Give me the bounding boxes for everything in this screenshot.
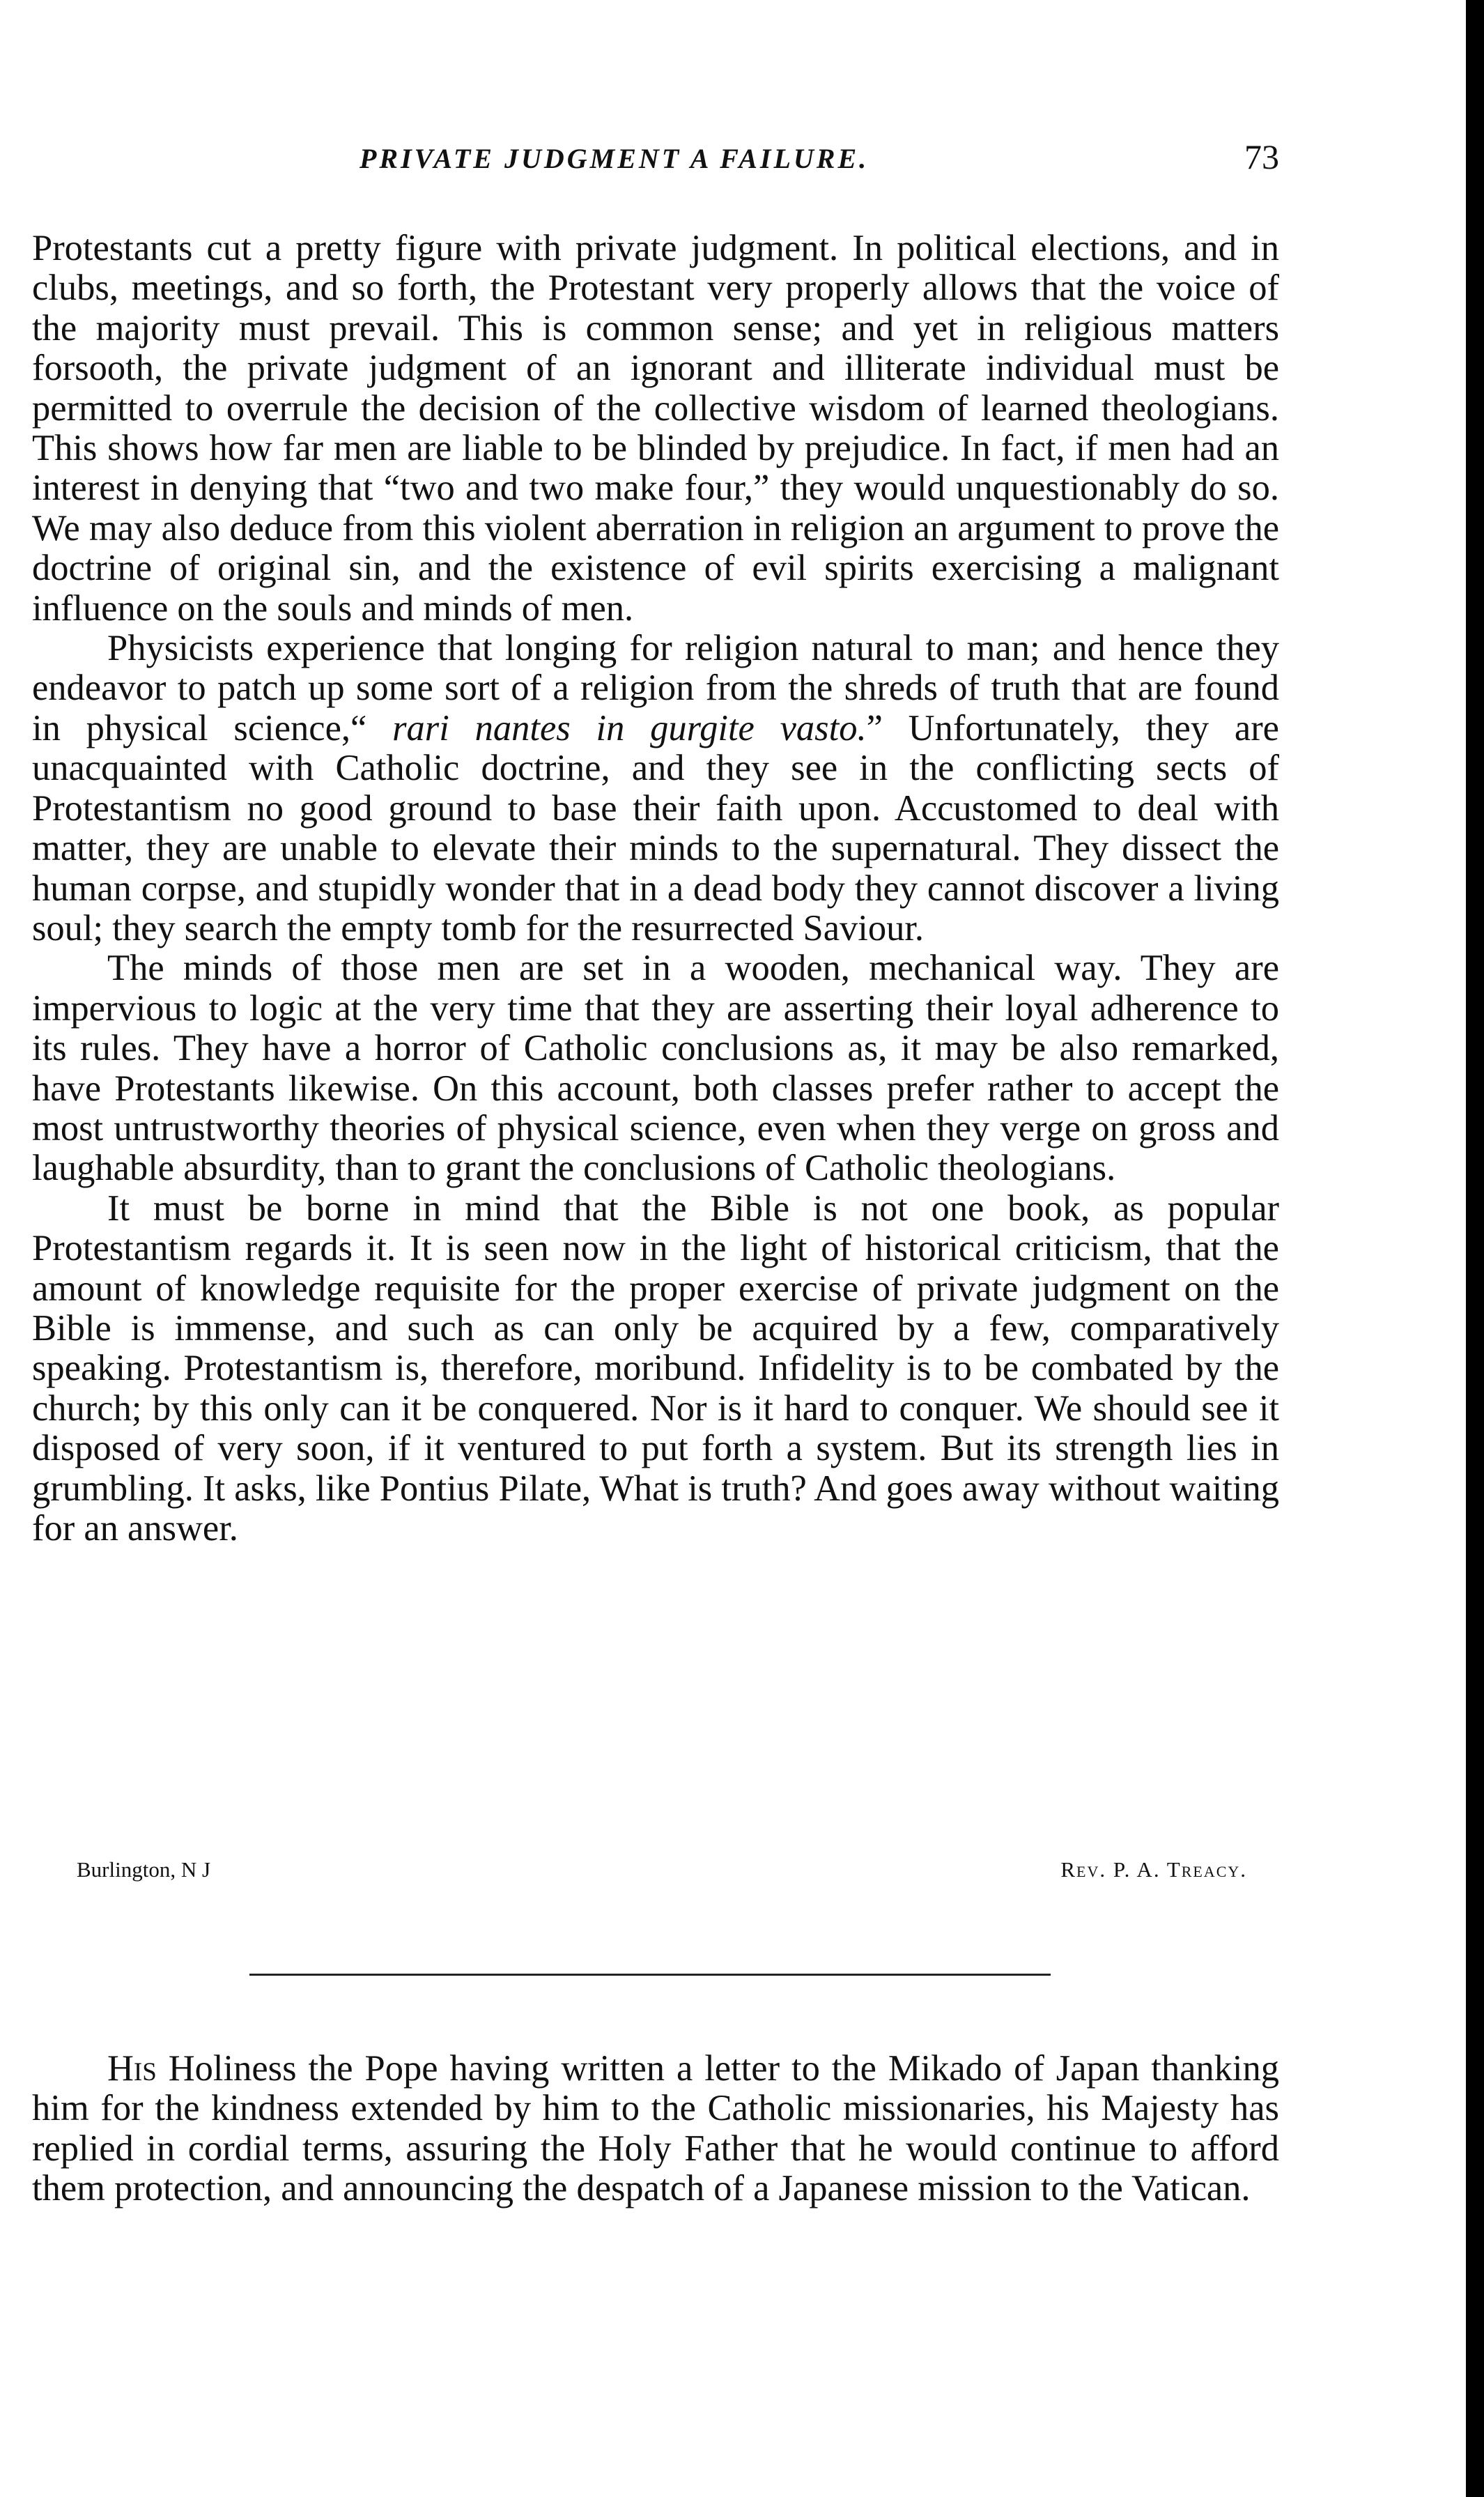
physicists-text-after: ” Unfortunately, they are unacquainted with Catholic doctrine, and they see in the conflicting sects of Protestantism no good ground to base their faith upon. Accustomed to deal with matter, they are unable to elevate their minds to the supernatural. They dissect the human corpse, and stupidly wonder that in a dead body they cannot discover a living soul; they search the empty tomb for the resurrected Saviour. [32,707,1279,948]
scan-edge-shadow [1466,0,1484,2497]
notice-text: Holiness the Pope having written a letter to the Mikado of Japan thanking him for the kindness extended by him to the Catholic missionaries, his Majesty has replied in cordial terms, assuring the Holy Father that he would continue to afford them protection, and announcing the despatch of a Japanese mission to the Vatican. [32,2048,1279,2209]
paragraph-private-judgment: Protestants cut a pretty figure with private judgment. In political elections, and in clubs, meetings, and so forth, the Protestant very properly allows that the voice of the majority must prevail. This is common sense; and yet in religious matters forsooth, the private judgment of an ignorant and illiterate individual must be permitted to overrule the decision of the collective wisdom of learned theologians. This shows how far men are liable to be blinded by prejudice. In fact, if men had an interest in denying that “two and two make four,” they would unquestionably do so. We may also deduce from this violent aberration in religion an argument to prove the doctrine of original sin, and the existence of evil spirits exercising a malignant influence on the souls and minds of men. [32,228,1279,629]
book-page [32,0,1279,2497]
physicists-text-before: Physicists experience that longing for religion natural to man; and hence they endeavor to patch up some sort of a religion from the shreds of truth that are found in physical science,“ [32,628,1279,748]
paragraph-bible: It must be borne in mind that the Bible is not one book, as popular Protestantism regards it. It is seen now in the light of historical criticism, that the amount of knowledge requisite for the proper exercise of private judgment on the Bible is immense, and such as can only be acquired by a few, comparatively speaking. Protestantism is, therefore, moribund. Infidelity is to be combated by the church; by this only can it be conquered. Nor is it hard to conquer. We should see it disposed of very soon, if it ventured to put forth a system. But its strength lies in grumbling. It asks, like Pontius Pilate, What is truth? And goes away without waiting for an answer. [32,1188,1279,1549]
running-title: PRIVATE JUDGMENT A FAILURE. [360,143,869,174]
paragraph-minds: The minds of those men are set in a wooden, mechanical way. They are impervious to logic at the very time that they are asserting their loyal adherence to its rules. They have a horror of Catholic conclusions as, it may be also remarked, have Protestants likewise. On this account, both classes prefer rather to accept the most untrustworthy theories of physical science, even when they verge on gross and laughable absurdity, than to grant the conclusions of Catholic theologians. [32,948,1279,1189]
signature-place: Burlington, N J [77,1857,211,1882]
running-head [32,137,1279,185]
article-body [32,229,1279,1549]
latin-quotation: rari nantes in gurgite vasto. [392,707,867,748]
signature-author: Rev. P. A. Treacy. [1060,1857,1247,1882]
page-number: 73 [1244,137,1279,176]
notice-paragraph [32,2049,1279,2209]
article-signature [77,1857,1247,1892]
section-divider [249,1974,1051,1976]
paragraph-physicists [32,629,1279,948]
notice-lead-word: His [107,2048,157,2089]
